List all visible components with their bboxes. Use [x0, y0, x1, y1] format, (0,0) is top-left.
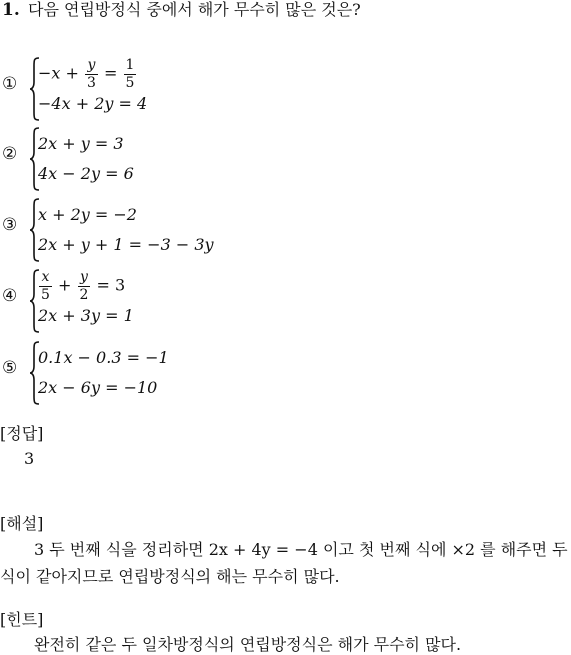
equation-1: 0.1x − 0.3 = −1 — [38, 348, 169, 367]
choice-2[interactable] — [0, 126, 571, 192]
fraction-denominator: 5 — [125, 74, 135, 91]
question — [0, 0, 571, 24]
explanation-line-1: 3 두 번째 식을 정리하면 2x + 4y = −4 이고 첫 번째 식에 ×2 를 해주면 두 — [34, 540, 568, 559]
equation-2: 2x + y + 1 = −3 − 3y — [38, 235, 214, 254]
equation-1 — [38, 58, 137, 90]
answer-label: [정답] — [0, 424, 44, 443]
hint-text: 완전히 같은 두 일차방정식의 연립방정식은 해가 무수히 많다. — [34, 635, 462, 654]
fraction-numerator: y — [87, 57, 96, 73]
eq-plus: + — [52, 275, 77, 295]
fraction-numerator: x — [41, 269, 50, 285]
fraction — [39, 270, 52, 302]
eq-equals: = — [98, 63, 123, 83]
fraction — [124, 58, 137, 90]
eq-rest: = 3 — [91, 275, 126, 295]
equation-1 — [38, 270, 125, 302]
explanation-line-2: 식이 같아지므로 연립방정식의 해는 무수히 많다. — [0, 567, 340, 586]
equation-2: 2x − 6y = −10 — [38, 378, 158, 397]
choice-1[interactable] — [0, 56, 571, 122]
fraction — [85, 58, 98, 90]
choice-5[interactable] — [0, 340, 571, 406]
equation-1: x + 2y = −2 — [38, 205, 137, 224]
equation-2: 4x − 2y = 6 — [38, 164, 134, 183]
equation-2: −4x + 2y = 4 — [38, 94, 148, 113]
fraction-numerator: y — [80, 269, 88, 285]
fraction-denominator: 5 — [41, 286, 50, 303]
fraction — [78, 270, 91, 302]
fraction-numerator: 1 — [125, 57, 135, 73]
explanation-label: [해설] — [0, 514, 44, 533]
choice-marker: ② — [2, 144, 18, 164]
choice-marker: ⑤ — [2, 358, 18, 378]
answer-value: 3 — [24, 449, 35, 468]
question-number: 1. — [2, 0, 20, 20]
equation-1: 2x + y = 3 — [38, 134, 124, 153]
choice-3[interactable] — [0, 197, 571, 263]
equation-2: 2x + 3y = 1 — [38, 306, 134, 325]
fraction-denominator: 3 — [87, 74, 96, 91]
choice-marker: ① — [2, 74, 18, 94]
fraction-denominator: 2 — [79, 286, 89, 303]
choice-marker: ④ — [2, 286, 18, 306]
choice-marker: ③ — [2, 215, 18, 235]
hint-label: [힌트] — [0, 610, 44, 629]
choice-4[interactable] — [0, 268, 571, 334]
question-text: 다음 연립방정식 중에서 해가 무수히 많은 것은? — [28, 0, 361, 19]
eq-term: −x + — [38, 63, 85, 83]
